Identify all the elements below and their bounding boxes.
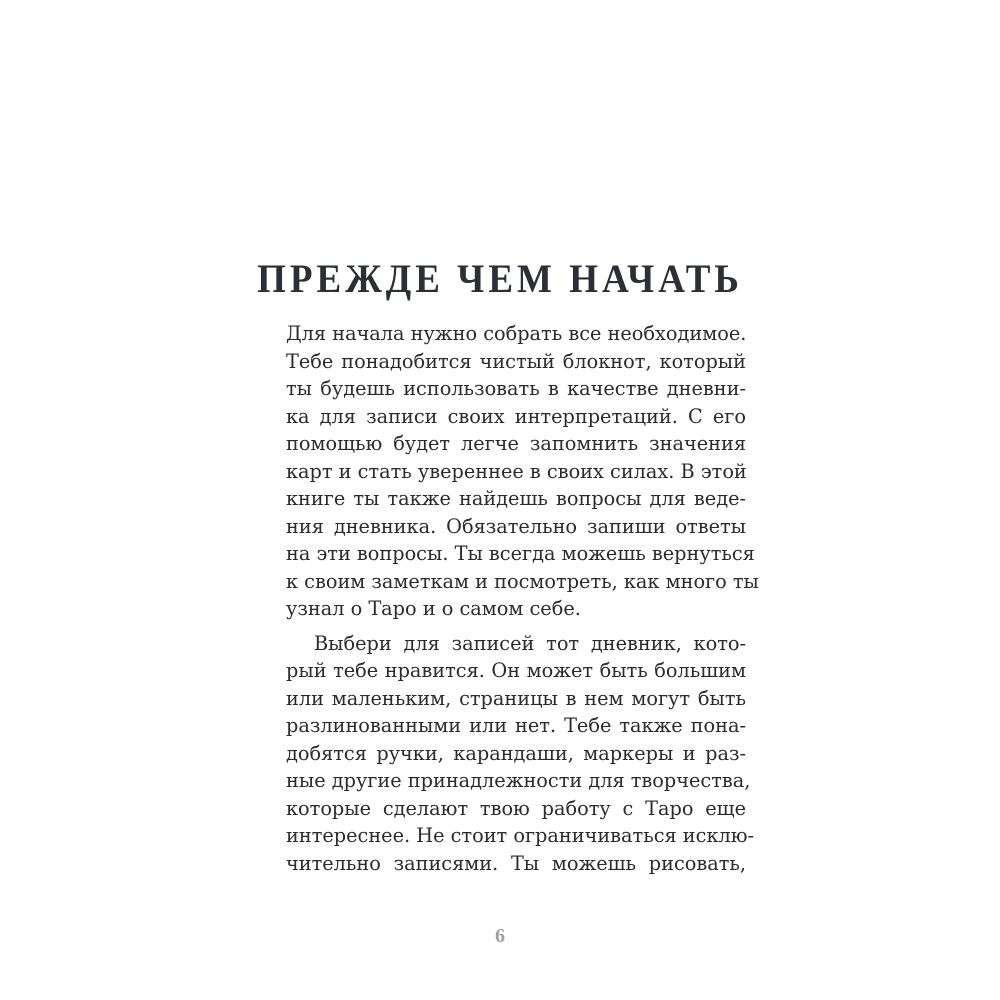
text-line-indented: Выбери для записей тот дневник, кото- xyxy=(314,631,746,655)
text-line: помощью будет легче запомнить значения xyxy=(286,432,746,455)
text-line: которые сделают твою работу с Таро еще xyxy=(286,796,746,820)
text-line: чительно записями. Ты можешь рисовать, xyxy=(286,851,746,875)
text-line-last: узнал о Таро и о самом себе. xyxy=(286,597,581,620)
text-line: интереснее. Не стоит ограничиваться исклю- xyxy=(286,824,755,847)
text-line: разлинованными или нет. Тебе также пона- xyxy=(286,714,746,737)
body-text xyxy=(286,320,759,877)
page-number: 6 xyxy=(495,925,505,947)
text-line: на эти вопросы. Ты всегда можешь вернуться xyxy=(286,542,755,565)
text-line: книге ты также найдешь вопросы для веде- xyxy=(286,487,746,510)
text-line: ные другие принадлежности для творчества, xyxy=(286,769,751,792)
text-line: добятся ручки, карандаши, маркеры и раз- xyxy=(286,741,746,765)
text-line: карт и стать увереннее в своих силах. В этой xyxy=(286,459,747,483)
chapter-title: ПРЕЖДЕ ЧЕМ НАЧАТЬ xyxy=(257,257,743,302)
text-line: ка для записи своих интерпретаций. С его xyxy=(286,404,746,428)
text-line: Для начала нужно собрать все необходимое. xyxy=(286,322,747,345)
text-line: ты будешь использовать в качестве дневни- xyxy=(286,377,746,400)
text-line: рый тебе нравится. Он может быть большим xyxy=(286,659,746,682)
text-line: или маленьким, страницы в нем могут быть xyxy=(286,686,746,710)
paragraph-gap xyxy=(286,623,746,630)
text-line: Тебе понадобится чистый блокнот, который xyxy=(286,349,746,373)
text-line: к своим заметкам и посмотреть, как много ты xyxy=(286,569,759,593)
text-line: ния дневника. Обязательно запиши ответы xyxy=(286,514,746,538)
